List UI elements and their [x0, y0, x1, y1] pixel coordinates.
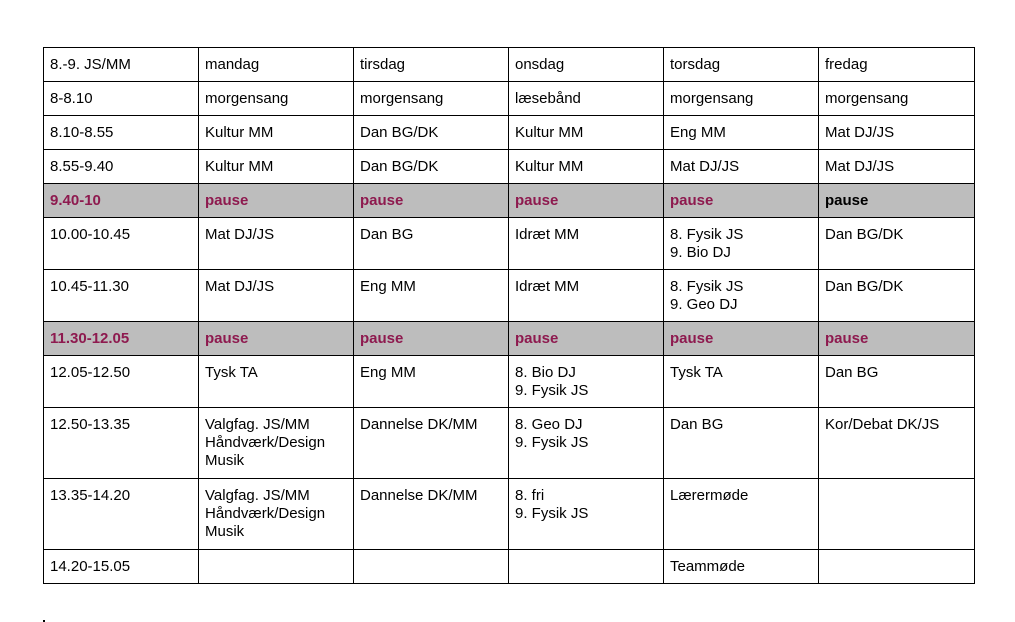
pause-row: [44, 184, 975, 218]
cell-line: 8. fri: [515, 487, 545, 504]
cell-line: Mat DJ/JS: [825, 158, 895, 175]
time-cell: [44, 82, 199, 116]
time-cell: [44, 322, 199, 356]
cell-line: pause: [205, 330, 249, 347]
cell-fredag: [819, 218, 975, 270]
cell-fredag: [819, 322, 975, 356]
cell-line: Idræt MM: [515, 226, 580, 243]
cell-line: 9. Geo DJ: [670, 296, 738, 313]
cell-line: Dan BG: [825, 364, 879, 381]
cell-line: 12.50-13.35: [50, 416, 131, 433]
cell-line: Tysk TA: [205, 364, 258, 381]
cell-line: Dan BG/DK: [360, 158, 439, 175]
cell-line: pause: [515, 330, 559, 347]
cell-tirsdag: [354, 322, 509, 356]
cell-onsdag: [509, 408, 664, 479]
lesson-row: [44, 116, 975, 150]
time-cell: [44, 150, 199, 184]
cell-onsdag: [509, 82, 664, 116]
cell-onsdag: [509, 356, 664, 408]
cell-line: 11.30-12.05: [50, 330, 130, 347]
lesson-row: [44, 218, 975, 270]
cell-line: 8-8.10: [50, 90, 93, 107]
cell-line: Eng MM: [360, 364, 416, 381]
cell-onsdag: [509, 150, 664, 184]
cell-line: Musik: [205, 452, 245, 469]
schedule-table: [43, 47, 975, 584]
lesson-row: [44, 550, 975, 584]
cell-onsdag: [509, 218, 664, 270]
cell-line: 8. Bio DJ: [515, 364, 576, 381]
schedule-body: [44, 48, 975, 584]
cell-line: Dan BG: [360, 226, 414, 243]
cell-line: Kultur MM: [205, 124, 274, 141]
header-cell-mandag: mandag: [199, 48, 354, 82]
cell-mandag: [199, 82, 354, 116]
cell-line: 12.05-12.50: [50, 364, 131, 381]
cell-fredag: [819, 150, 975, 184]
cell-line: morgensang: [825, 90, 909, 107]
cell-line: Mat DJ/JS: [205, 278, 275, 295]
cell-line: Eng MM: [360, 278, 416, 295]
cell-mandag: [199, 322, 354, 356]
cell-line: Tysk TA: [670, 364, 723, 381]
cell-tirsdag: [354, 550, 509, 584]
cell-line: Mat DJ/JS: [205, 226, 275, 243]
lesson-row: [44, 150, 975, 184]
cell-fredag: [819, 270, 975, 322]
cell-onsdag: [509, 184, 664, 218]
cell-line: Lærermøde: [670, 487, 749, 504]
cell-line: 8.55-9.40: [50, 158, 114, 175]
cell-line: morgensang: [360, 90, 444, 107]
cell-line: Dannelse DK/MM: [360, 487, 478, 504]
cell-line: Dan BG/DK: [825, 278, 904, 295]
cell-line: 10.45-11.30: [50, 278, 129, 295]
cell-line: Kultur MM: [515, 124, 584, 141]
cell-fredag: [819, 184, 975, 218]
cell-line: 9. Fysik JS: [515, 434, 589, 451]
cell-line: Håndværk/Design: [205, 434, 326, 451]
cell-mandag: [199, 356, 354, 408]
time-cell: [44, 550, 199, 584]
cell-torsdag: [664, 408, 819, 479]
header-cell-fredag: fredag: [819, 48, 975, 82]
cell-line: 9.40-10: [50, 192, 101, 209]
lesson-row: [44, 270, 975, 322]
cell-onsdag: [509, 550, 664, 584]
cell-torsdag: [664, 82, 819, 116]
cell-mandag: [199, 270, 354, 322]
cell-line: Kor/Debat DK/JS: [825, 416, 940, 433]
cell-torsdag: [664, 116, 819, 150]
cell-onsdag: [509, 270, 664, 322]
cell-line: 10.00-10.45: [50, 226, 131, 243]
cell-line: Musik: [205, 523, 245, 540]
cell-line: Håndværk/Design: [205, 505, 326, 522]
cell-line: Mat DJ/JS: [825, 124, 895, 141]
cell-line: 9. Fysik JS: [515, 505, 589, 522]
cell-tirsdag: [354, 150, 509, 184]
cell-line: læsebånd: [515, 90, 581, 107]
cell-torsdag: [664, 322, 819, 356]
cell-line: Kultur MM: [515, 158, 584, 175]
cell-line: 9. Bio DJ: [670, 244, 731, 261]
cell-mandag: [199, 479, 354, 550]
lesson-row: [44, 356, 975, 408]
cell-mandag: [199, 184, 354, 218]
cell-torsdag: [664, 550, 819, 584]
cell-torsdag: [664, 479, 819, 550]
time-cell: [44, 184, 199, 218]
cell-line: pause: [205, 192, 249, 209]
header-cell-tirsdag: tirsdag: [354, 48, 509, 82]
header-row: [44, 48, 975, 82]
cell-tirsdag: [354, 356, 509, 408]
cell-tirsdag: [354, 408, 509, 479]
lesson-row: [44, 408, 975, 479]
cell-onsdag: [509, 479, 664, 550]
cell-tirsdag: [354, 479, 509, 550]
cell-tirsdag: [354, 82, 509, 116]
cell-line: pause: [515, 192, 559, 209]
cell-line: morgensang: [670, 90, 754, 107]
cell-line: Dan BG/DK: [360, 124, 439, 141]
cell-onsdag: [509, 116, 664, 150]
cell-line: 13.35-14.20: [50, 487, 131, 504]
cell-torsdag: [664, 184, 819, 218]
time-cell: [44, 270, 199, 322]
cell-line: 9. Fysik JS: [515, 382, 589, 399]
cell-line: 8. Geo DJ: [515, 416, 583, 433]
cell-mandag: [199, 218, 354, 270]
cell-line: Kultur MM: [205, 158, 274, 175]
cell-torsdag: [664, 270, 819, 322]
cell-onsdag: [509, 322, 664, 356]
time-cell: [44, 218, 199, 270]
cell-line: 8. Fysik JS: [670, 226, 744, 243]
lesson-row: [44, 479, 975, 550]
cell-tirsdag: [354, 218, 509, 270]
cell-line: pause: [670, 192, 714, 209]
cell-torsdag: [664, 218, 819, 270]
header-cell-torsdag: torsdag: [664, 48, 819, 82]
cell-line: 8.10-8.55: [50, 124, 114, 141]
cell-line: pause: [670, 330, 714, 347]
cell-fredag: [819, 116, 975, 150]
cell-line: pause: [825, 330, 869, 347]
cell-line: Mat DJ/JS: [670, 158, 740, 175]
cell-line: Valgfag. JS/MM: [205, 416, 310, 433]
time-cell: [44, 408, 199, 479]
cell-line: Teammøde: [670, 558, 746, 575]
cell-torsdag: [664, 150, 819, 184]
pause-row: [44, 322, 975, 356]
cell-line: Valgfag. JS/MM: [205, 487, 310, 504]
cell-fredag: [819, 356, 975, 408]
cell-mandag: [199, 550, 354, 584]
cell-line: Dan BG: [670, 416, 724, 433]
cell-line: Dan BG/DK: [825, 226, 904, 243]
header-cell-class: 8.-9. JS/MM: [44, 48, 199, 82]
cell-line: 8. Fysik JS: [670, 278, 744, 295]
cell-fredag: [819, 82, 975, 116]
cell-fredag: [819, 479, 975, 550]
cell-torsdag: [664, 356, 819, 408]
cell-mandag: [199, 408, 354, 479]
cell-line: Eng MM: [670, 124, 726, 141]
cell-fredag: [819, 550, 975, 584]
header-cell-onsdag: onsdag: [509, 48, 664, 82]
cell-line: Idræt MM: [515, 278, 580, 295]
time-cell: [44, 356, 199, 408]
cell-tirsdag: [354, 270, 509, 322]
lesson-row: [44, 82, 975, 116]
cell-mandag: [199, 116, 354, 150]
cell-line: morgensang: [205, 90, 289, 107]
cell-line: pause: [825, 192, 869, 209]
cell-line: pause: [360, 330, 404, 347]
cell-fredag: [819, 408, 975, 479]
time-cell: [44, 116, 199, 150]
cell-mandag: [199, 150, 354, 184]
cell-tirsdag: [354, 184, 509, 218]
cell-line: Dannelse DK/MM: [360, 416, 478, 433]
time-cell: [44, 479, 199, 550]
cell-tirsdag: [354, 116, 509, 150]
cell-line: pause: [360, 192, 404, 209]
cell-line: 14.20-15.05: [50, 558, 131, 575]
